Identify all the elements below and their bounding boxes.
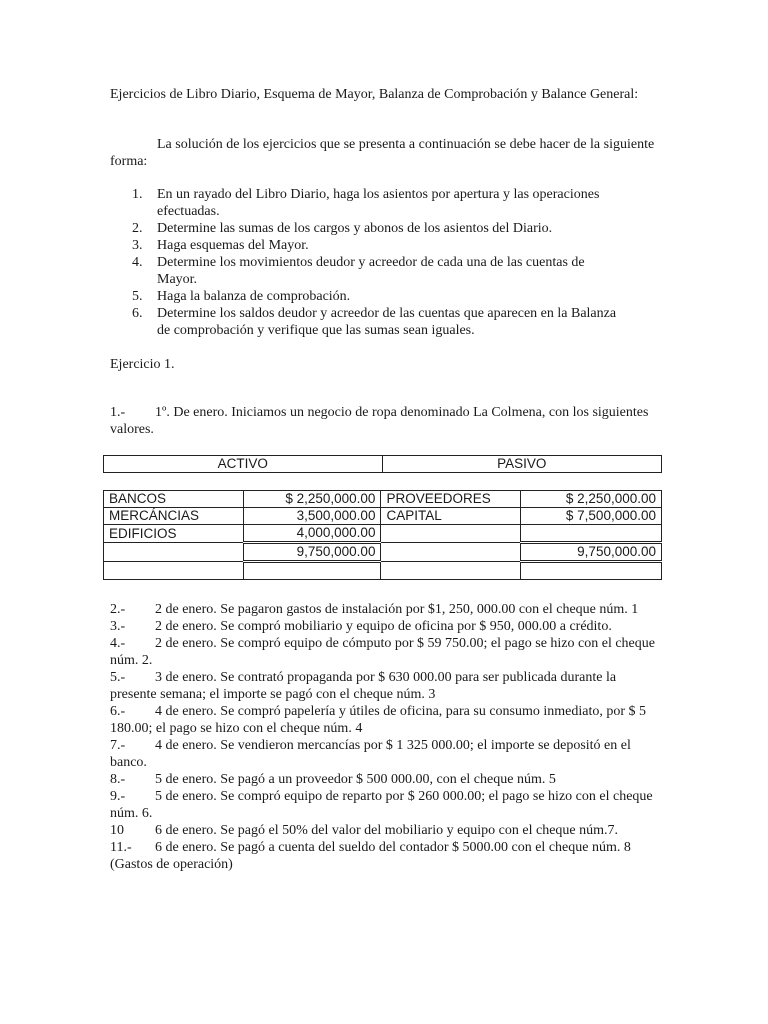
table-row [104,525,662,543]
empty-cell [243,562,381,580]
empty-cell [381,543,521,562]
activo-account: BANCOS [104,491,244,508]
pasivo-account: CAPITAL [381,508,521,525]
list-item-number: 2. [132,221,143,236]
list-item [110,601,658,618]
exercise-label: Ejercicio 1. [110,357,175,372]
operation-label: 5.- [110,670,126,685]
activo-amount: 3,500,000.00 [243,508,381,525]
operation-text: 4 de enero. Se vendieron mercancías por $ 1 325 000.00; el importe se depositó en el banco. [110,738,631,770]
list-item [110,618,658,635]
operation-text: 5 de enero. Se pagó a un proveedor $ 500 000.00, con el cheque núm. 5 [155,772,556,787]
list-item-text: Determine las sumas de los cargos y abonos de los asientos del Diario. [157,221,553,236]
list-item [110,737,658,771]
operation-label: 6.- [110,704,126,719]
list-item-number: 3. [132,238,143,253]
list-item-text: Determine los saldos deudor y acreedor de las cuentas que aparecen en la Balanza de comprobación y verifique que las sumas sean iguales. [157,306,617,338]
activo-amount: $ 2,250,000.00 [243,491,381,508]
pasivo-account: PROVEEDORES [381,491,521,508]
operation-text: 4 de enero. Se compró papelería y útiles de oficina, para su consumo inmediato, por $ 5 180.00; el pago se hizo con el cheque núm. 4 [110,704,647,736]
list-item-number: 5. [132,289,143,304]
operation-label: 11.- [110,840,132,855]
operation-label: 7.- [110,738,126,753]
list-item [110,305,620,339]
operation-text: 2 de enero. Se pagaron gastos de instalación por $1, 250, 000.00 con el cheque núm. 1 [155,602,639,617]
instructions-list [110,186,620,339]
pasivo-amount: $ 2,250,000.00 [521,491,662,508]
list-item [110,771,658,788]
list-item [110,254,620,288]
list-item [110,288,620,305]
entry-1 [110,404,655,438]
activo-amount: 4,000,000.00 [243,525,381,543]
document-title: Ejercicios de Libro Diario, Esquema de Mayor, Balanza de Comprobación y Balance General: [110,87,639,102]
pasivo-amount: $ 7,500,000.00 [521,508,662,525]
operation-text: 2 de enero. Se compró mobiliario y equipo de oficina por $ 950, 000.00 a crédito. [155,619,612,634]
list-item [110,186,620,220]
empty-cell [104,562,244,580]
pasivo-header: PASIVO [382,456,662,473]
list-item-number: 4. [132,255,143,270]
operation-label: 8.- [110,772,126,787]
operation-text: 2 de enero. Se compró equipo de cómputo por $ 59 750.00; el pago se hizo con el cheque núm. 2. [110,636,655,668]
list-item [110,703,658,737]
list-item-text: En un rayado del Libro Diario, haga los asientos por apertura y las operaciones efectuadas. [157,187,600,219]
list-item [110,669,658,703]
list-item [110,237,620,254]
table-row [104,508,662,525]
empty-cell [521,562,662,580]
list-item [110,220,620,237]
activo-total: 9,750,000.00 [243,543,381,562]
activo-header: ACTIVO [104,456,383,473]
list-item [110,822,658,839]
balance-table [103,490,662,580]
table-row [104,562,662,580]
list-item-number: 6. [132,306,143,321]
entry-label: 1.- [110,405,126,420]
pasivo-account [381,525,521,543]
list-item-text: Haga esquemas del Mayor. [157,238,309,253]
intro-paragraph: La solución de los ejercicios que se presenta a continuación se debe hacer de la siguiente forma: [110,137,655,169]
list-item-number: 1. [132,187,143,202]
balance-header-table [103,455,662,473]
operations-list [110,601,658,873]
operation-text: 6 de enero. Se pagó el 50% del valor del mobiliario y equipo con el cheque núm.7. [155,823,619,838]
list-item-text: Determine los movimientos deudor y acreedor de cada una de las cuentas de Mayor. [157,255,585,287]
operation-label: 3.- [110,619,126,634]
operation-label: 9.- [110,789,126,804]
list-item [110,839,658,873]
list-item-text: Haga la balanza de comprobación. [157,289,351,304]
operation-label: 10 [110,823,124,838]
empty-cell [381,562,521,580]
pasivo-amount [521,525,662,543]
table-row-totals [104,543,662,562]
empty-cell [104,543,244,562]
operation-label: 4.- [110,636,126,651]
list-item [110,635,658,669]
activo-account: MERCÁNCIAS [104,508,244,525]
operation-text: 5 de enero. Se compró equipo de reparto por $ 260 000.00; el pago se hizo con el cheque núm. 6. [110,789,653,821]
entry-text: 1º. De enero. Iniciamos un negocio de ropa denominado La Colmena, con los siguientes valores. [110,405,649,437]
activo-account: EDIFICIOS [104,525,244,543]
operation-label: 2.- [110,602,126,617]
operation-text: 6 de enero. Se pagó a cuenta del sueldo del contador $ 5000.00 con el cheque núm. 8 (Gastos de operación) [110,840,631,872]
list-item [110,788,658,822]
pasivo-total: 9,750,000.00 [521,543,662,562]
table-row [104,491,662,508]
operation-text: 3 de enero. Se contrató propaganda por $ 630 000.00 para ser publicada durante la presente semana; el importe se pagó con el cheque núm. 3 [110,670,617,702]
